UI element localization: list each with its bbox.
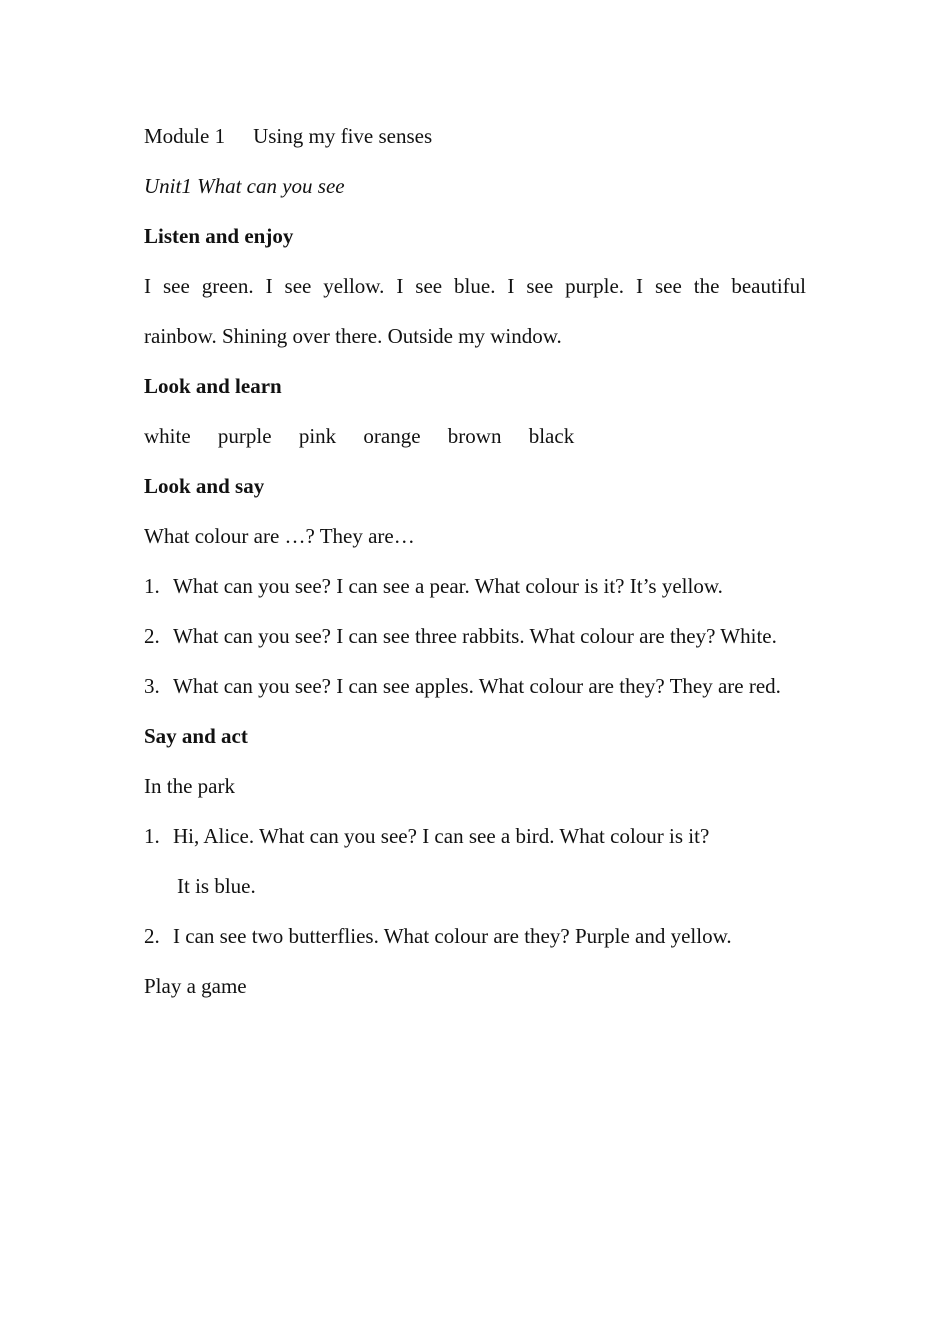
list-text: I can see two butterflies. What colour are they? Purple and yellow. [173,924,732,948]
list-item [144,661,806,711]
list-text-continuation: It is blue. [177,874,256,898]
list-text: What can you see? I can see three rabbits. What colour are they? White. [173,624,777,648]
look-say-heading: Look and say [144,474,265,498]
list-number: 2. [144,924,160,948]
unit-title: Unit1 What can you see [144,174,345,198]
look-learn-heading: Look and learn [144,374,282,398]
list-number: 2. [144,624,160,648]
vocab-word: black [528,424,575,448]
list-item [144,911,806,961]
vocabulary-words [144,411,806,461]
say-act-scene: In the park [144,774,235,798]
listen-heading: Listen and enjoy [144,224,294,248]
listen-text-line1: I see green. I see yellow. I see blue. I see purple. I see the beautiful [144,274,806,298]
listen-text-line2: rainbow. Shining over there. Outside my window. [144,324,562,348]
vocab-word: orange [363,424,421,448]
look-say-prompt: What colour are …? They are… [144,524,415,548]
vocab-word: white [144,424,191,448]
list-item [144,611,806,661]
module-title-line [144,111,806,161]
module-title: Using my five senses [253,124,433,148]
list-number: 1. [144,574,160,598]
list-text: What can you see? I can see a pear. What colour is it? It’s yellow. [173,574,723,598]
module-label: Module 1 [144,124,226,148]
list-item [144,561,806,611]
play-heading: Play a game [144,974,247,998]
list-text: Hi, Alice. What can you see? I can see a bird. What colour is it? [173,824,710,848]
list-number: 3. [144,674,160,698]
list-number: 1. [144,824,160,848]
vocab-word: pink [298,424,337,448]
say-act-heading: Say and act [144,724,248,748]
list-item [144,811,806,861]
list-text: What can you see? I can see apples. What colour are they? They are red. [173,674,781,698]
vocab-word: purple [217,424,272,448]
document-page [144,111,806,1011]
vocab-word: brown [447,424,502,448]
